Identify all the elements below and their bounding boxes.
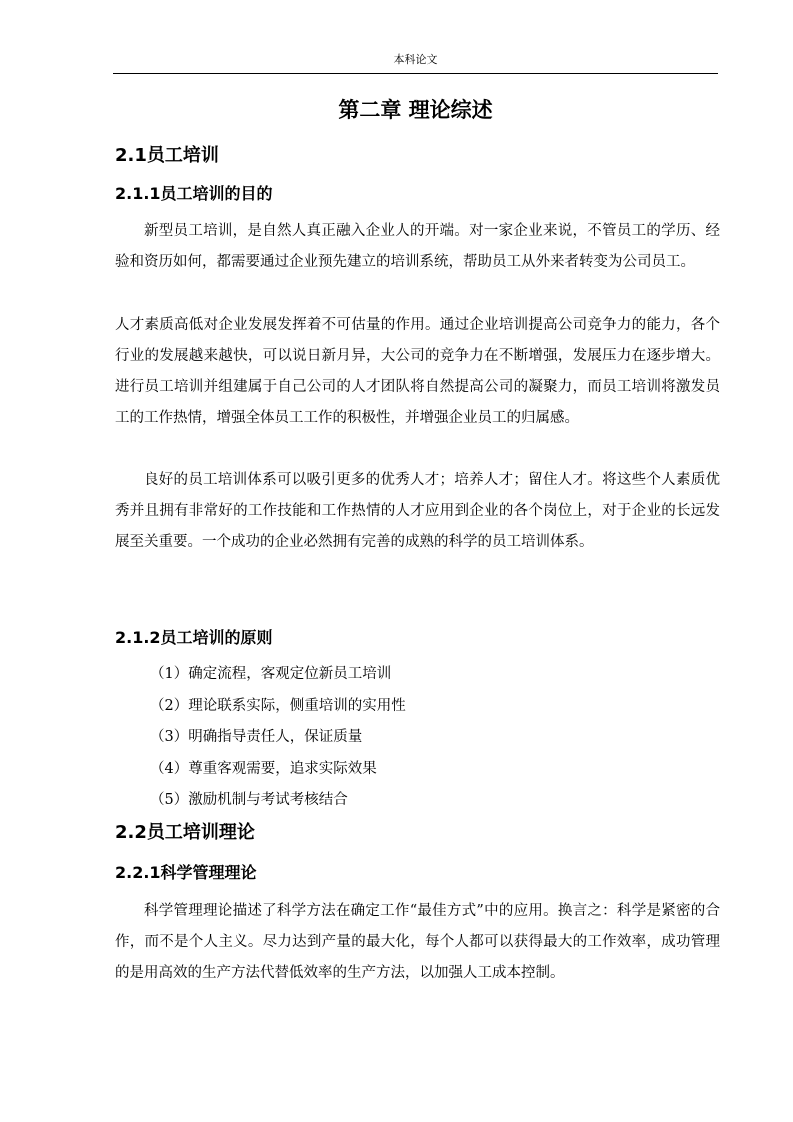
subsection-heading-2-1-2: 2.1.2员工培训的原则 <box>115 628 273 647</box>
principles-list <box>150 659 406 817</box>
paragraph: 科学管理理论描述了科学方法在确定工作“最佳方式”中的应用。换言之：科学是紧密的合作，而不是个人主义。尽力达到产量的最大化，每个人都可以获得最大的工作效率，成功管理的是用高效的生产方法代替低效率的生产方法，以加强人工成本控制。 <box>115 903 720 981</box>
list-item: （1）确定流程，客观定位新员工培训 <box>150 666 392 682</box>
document-page <box>113 0 718 1122</box>
paragraph: 良好的员工培训体系可以吸引更多的优秀人才；培养人才；留住人才。将这些个人素质优秀并且拥有非常好的工作技能和工作热情的人才应用到企业的各个岗位上，对于企业的长远发展至关重要。一个成功的企业必然拥有完善的成熟的科学的员工培训体系。 <box>115 472 720 550</box>
paragraph: 人才素质高低对企业发展发挥着不可估量的作用。通过企业培训提高公司竞争力的能力，各个行业的发展越来越快，可以说日新月异，大公司的竞争力在不断增强，发展压力在逐步增大。 进行员工培训并组建属于自己公司的人才团队将自然提高公司的凝聚力，而员工培训将激发员工的工作热情，增强全体员工工作的积极性，并增强企业员工的归属感。 <box>115 317 720 426</box>
section-heading-2-2: 2.2员工培训理论 <box>115 822 255 843</box>
list-item: （3）明确指导责任人，保证质量 <box>150 729 363 745</box>
page-header: 本科论文 <box>393 53 438 66</box>
paragraph: 新型员工培训，是自然人真正融入企业人的开端。对一家企业来说，不管员工的学历、经验和资历如何，都需要通过企业预先建立的培训系统，帮助员工从外来者转变为公司员工。 <box>115 223 720 270</box>
list-item: （2）理论联系实际，侧重培训的实用性 <box>150 697 406 714</box>
list-item: （4）尊重客观需要，追求实际效果 <box>150 760 377 777</box>
header-rule <box>113 73 718 74</box>
subsection-heading-2-1-1: 2.1.1员工培训的目的 <box>115 184 273 203</box>
chapter-title: 第二章 理论综述 <box>338 98 493 122</box>
subsection-heading-2-2-1: 2.2.1科学管理理论 <box>115 863 257 882</box>
list-item: （5）激励机制与考试考核结合 <box>150 792 348 808</box>
section-heading-2-1: 2.1员工培训 <box>115 145 219 166</box>
